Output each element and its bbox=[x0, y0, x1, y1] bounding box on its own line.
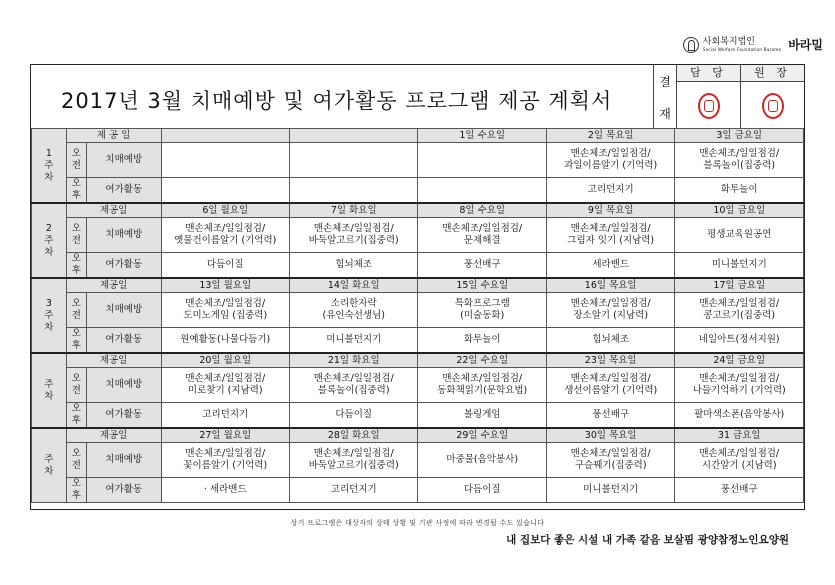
week-suffix-char: 차 bbox=[44, 321, 54, 333]
day-header: 22일 수요일 bbox=[418, 353, 546, 368]
pm-label-char: 오 bbox=[71, 328, 81, 339]
dementia-label: 치매예방 bbox=[87, 143, 161, 178]
leisure-label: 여가활동 bbox=[87, 478, 161, 503]
am-program-line: 맨손체조/일일점검/ bbox=[570, 448, 651, 459]
am-program-cell bbox=[161, 443, 289, 478]
leisure-label: 여가활동 bbox=[87, 253, 161, 279]
am-program-cell bbox=[290, 218, 418, 253]
am-program-line: 맨손체조/일일점검/ bbox=[185, 298, 266, 309]
pm-program-cell bbox=[161, 178, 289, 204]
am-program-cell bbox=[546, 218, 674, 253]
am-program-cell bbox=[675, 443, 804, 478]
day-header: 17일 금요일 bbox=[675, 278, 804, 293]
dementia-label: 치매예방 bbox=[87, 293, 161, 328]
dementia-label: 치매예방 bbox=[87, 218, 161, 253]
day-header: 8일 수요일 bbox=[418, 203, 546, 218]
week-number: 1 bbox=[45, 147, 52, 159]
lotus-logo-icon bbox=[683, 37, 699, 53]
am-program-line: 동화책읽기(문학요법) bbox=[437, 385, 528, 396]
day-header: 21일 화요일 bbox=[290, 353, 418, 368]
am-program-cell bbox=[418, 293, 546, 328]
dementia-label: 치매예방 bbox=[87, 443, 161, 478]
am-program-line: 맨손체조/일일점검/ bbox=[570, 148, 651, 159]
am-program-line: 그림자 잇기 (지남력) bbox=[567, 235, 655, 246]
am-program-line: 맨손체조/일일점검/ bbox=[699, 148, 780, 159]
approval-box bbox=[653, 65, 804, 129]
day-header: 2일 목요일 bbox=[546, 129, 674, 143]
seal-stamp-icon bbox=[698, 93, 720, 119]
week-label bbox=[32, 129, 67, 204]
day-header: 15일 수요일 bbox=[418, 278, 546, 293]
day-header: 29일 수요일 bbox=[418, 428, 546, 443]
pm-label-char: 오 bbox=[71, 403, 81, 414]
day-header: 9일 목요일 bbox=[546, 203, 674, 218]
week-suffix-char: 차 bbox=[44, 390, 54, 402]
leisure-label: 여가활동 bbox=[87, 328, 161, 354]
approval-staff-header: 담 당 bbox=[677, 65, 740, 82]
day-header bbox=[161, 129, 289, 143]
pm-label bbox=[66, 478, 86, 503]
week-label bbox=[32, 278, 67, 353]
am-program-line: 도미노게임 (집중력) bbox=[183, 310, 268, 321]
provide-day-label: 제공일 bbox=[66, 278, 161, 293]
am-program-line: (유인숙선생님) bbox=[322, 310, 385, 321]
pm-program-cell: 다듬이질 bbox=[290, 403, 418, 429]
am-program-cell bbox=[675, 218, 804, 253]
pm-program-cell: 풍선배구 bbox=[675, 478, 804, 503]
day-header: 10일 금요일 bbox=[675, 203, 804, 218]
day-header bbox=[290, 129, 418, 143]
pm-label-char: 오 bbox=[71, 178, 81, 189]
provide-day-label: 제 공 일 bbox=[66, 129, 161, 143]
am-program-line: 맨손체조/일일점검/ bbox=[570, 223, 651, 234]
am-program-cell bbox=[161, 218, 289, 253]
am-program-line: 맨손체조/일일점검/ bbox=[313, 373, 394, 384]
pm-label bbox=[66, 253, 86, 279]
pm-program-cell: 미니볼던지기 bbox=[546, 478, 674, 503]
approval-director-header: 원 장 bbox=[741, 65, 804, 82]
pm-program-cell: 세라밴드 bbox=[546, 253, 674, 279]
pm-program-cell: 팔마색소폰(음악봉사) bbox=[675, 403, 804, 429]
dementia-label: 치매예방 bbox=[87, 368, 161, 403]
am-program-cell bbox=[675, 368, 804, 403]
day-header: 3일 금요일 bbox=[675, 129, 804, 143]
pm-program-cell bbox=[418, 178, 546, 204]
pm-label-char: 후 bbox=[71, 340, 81, 351]
footer-slogan: 내 집보다 좋은 시설 내 가족 같음 보살핌 광양참정노인요양원 bbox=[506, 534, 789, 546]
am-program-line: 맨손체조/일일점검/ bbox=[570, 298, 651, 309]
day-header: 1일 수요일 bbox=[418, 129, 546, 143]
day-header: 27일 월요일 bbox=[161, 428, 289, 443]
week-label bbox=[32, 203, 67, 278]
pm-program-cell: 볼링게임 bbox=[418, 403, 546, 429]
am-program-line: 구슬꿰기(집중력) bbox=[574, 460, 647, 471]
pm-label-char: 후 bbox=[71, 415, 81, 426]
week-suffix-char: 주 bbox=[44, 309, 54, 321]
am-program-cell bbox=[675, 293, 804, 328]
am-program-cell bbox=[546, 368, 674, 403]
pm-program-cell: · 세라밴드 bbox=[161, 478, 289, 503]
pm-program-cell: 고리던지기 bbox=[290, 478, 418, 503]
am-program-line: 장소알기 (지남력) bbox=[573, 310, 649, 321]
pm-program-cell: 힘뇌체조 bbox=[546, 328, 674, 354]
am-program-line: 평생교육원공연 bbox=[707, 229, 772, 240]
am-label bbox=[66, 293, 86, 328]
day-header: 24일 금요일 bbox=[675, 353, 804, 368]
pm-label bbox=[66, 178, 86, 204]
am-program-line: 맨손체조/일일점검/ bbox=[699, 373, 780, 384]
pm-program-cell: 화투놀이 bbox=[418, 328, 546, 354]
am-label-char: 전 bbox=[71, 160, 81, 171]
am-program-cell bbox=[290, 368, 418, 403]
week-number: 2 bbox=[45, 222, 52, 234]
am-program-line: 바둑알고르기(집중력) bbox=[308, 235, 399, 246]
am-program-cell bbox=[546, 293, 674, 328]
am-program-line: 과일이름알기 (기억력) bbox=[564, 160, 658, 171]
provide-day-label: 제공일 bbox=[66, 428, 161, 443]
am-program-line: 맨손체조/일일점검/ bbox=[185, 373, 266, 384]
am-label-char: 오 bbox=[71, 373, 81, 384]
day-header: 14일 화요일 bbox=[290, 278, 418, 293]
am-program-line: (미술동화) bbox=[460, 310, 505, 321]
pm-label bbox=[66, 403, 86, 429]
am-program-line: 블록놀이(집중력) bbox=[317, 385, 390, 396]
page-title: 2017년 3월 치매예방 및 여가활동 프로그램 제공 계획서 bbox=[61, 89, 613, 113]
am-program-line: 소리한자락 bbox=[330, 298, 377, 309]
am-program-cell bbox=[418, 443, 546, 478]
pm-program-cell: 고리던지기 bbox=[161, 403, 289, 429]
provide-day-label: 제공일 bbox=[66, 203, 161, 218]
am-program-line: 콩고르기(집중력) bbox=[703, 310, 776, 321]
pm-label-char: 후 bbox=[71, 265, 81, 276]
am-label bbox=[66, 368, 86, 403]
am-label bbox=[66, 218, 86, 253]
pm-program-cell: 미니볼던지기 bbox=[290, 328, 418, 354]
am-program-cell bbox=[290, 293, 418, 328]
am-program-line: 특화프로그램 bbox=[454, 298, 510, 309]
logo-name: 사회복지법인 bbox=[702, 37, 755, 47]
am-program-line: 맨손체조/일일점검/ bbox=[442, 223, 523, 234]
pm-program-cell: 미니볼던지기 bbox=[675, 253, 804, 279]
approval-staff-signature bbox=[677, 82, 740, 129]
am-label-char: 오 bbox=[71, 223, 81, 234]
am-label-char: 오 bbox=[71, 148, 81, 159]
am-program-cell bbox=[290, 443, 418, 478]
pm-program-cell: 원예활동(나물다듬기) bbox=[161, 328, 289, 354]
am-label-char: 오 bbox=[71, 448, 81, 459]
am-program-line: 맨손체조/일일점검/ bbox=[699, 448, 780, 459]
pm-label bbox=[66, 328, 86, 354]
approval-staff bbox=[676, 65, 740, 129]
leisure-label: 여가활동 bbox=[87, 403, 161, 429]
day-header: 30일 목요일 bbox=[546, 428, 674, 443]
am-program-cell bbox=[161, 293, 289, 328]
pm-program-cell: 다듬이질 bbox=[161, 253, 289, 279]
day-header: 6일 월요일 bbox=[161, 203, 289, 218]
pm-label-char: 오 bbox=[71, 253, 81, 264]
week-suffix-char: 차 bbox=[44, 171, 54, 183]
am-label bbox=[66, 143, 86, 178]
am-program-cell bbox=[418, 143, 546, 178]
am-program-line: 맨손체조/일일점검/ bbox=[699, 298, 780, 309]
am-program-line: 옛물건이름알기 (기억력) bbox=[174, 235, 277, 246]
am-label bbox=[66, 443, 86, 478]
am-label-char: 전 bbox=[71, 310, 81, 321]
seal-stamp-icon bbox=[762, 93, 784, 119]
am-program-line: 맨손체조/일일점검/ bbox=[313, 448, 394, 459]
am-program-line: 바둑알고르기(집중력) bbox=[308, 460, 399, 471]
am-program-line: 맨손체조/일일점검/ bbox=[185, 448, 266, 459]
am-program-line: 블록놀이(집중력) bbox=[703, 160, 776, 171]
pm-program-cell: 풍선배구 bbox=[418, 253, 546, 279]
day-header: 13일 월요일 bbox=[161, 278, 289, 293]
day-header: 28일 화요일 bbox=[290, 428, 418, 443]
am-label-char: 오 bbox=[71, 298, 81, 309]
am-program-cell bbox=[161, 368, 289, 403]
approval-director bbox=[740, 65, 804, 129]
week-suffix-char: 주 bbox=[44, 159, 54, 171]
footer-note: 상기 프로그램은 대상자의 상태 상황 및 기관 사정에 따라 변경될 수도 있습니다 bbox=[290, 519, 545, 527]
pm-program-cell bbox=[290, 178, 418, 204]
am-program-line: 맨손체조/일일점검/ bbox=[442, 373, 523, 384]
week-suffix-char: 주 bbox=[44, 378, 54, 390]
day-header: 20일 월요일 bbox=[161, 353, 289, 368]
am-program-cell bbox=[675, 143, 804, 178]
day-header: 23일 목요일 bbox=[546, 353, 674, 368]
logo-brand: 바라밀 bbox=[788, 38, 823, 52]
week-label bbox=[32, 353, 67, 428]
pm-program-cell: 네일아트(정서지원) bbox=[675, 328, 804, 354]
am-program-cell bbox=[546, 143, 674, 178]
am-program-line: 맨손체조/일일점검/ bbox=[313, 223, 394, 234]
am-program-line: 시간알기 (지남력) bbox=[701, 460, 777, 471]
am-program-line: 생선이름알기 (기억력) bbox=[564, 385, 658, 396]
am-program-cell bbox=[161, 143, 289, 178]
pm-program-cell: 화투놀이 bbox=[675, 178, 804, 204]
pm-program-cell: 다듬이질 bbox=[418, 478, 546, 503]
am-program-cell bbox=[418, 368, 546, 403]
am-program-cell bbox=[418, 218, 546, 253]
pm-program-cell: 풍선배구 bbox=[546, 403, 674, 429]
am-program-cell bbox=[546, 443, 674, 478]
pm-label-char: 후 bbox=[71, 490, 81, 501]
week-suffix-char: 주 bbox=[44, 453, 54, 465]
approval-label bbox=[653, 65, 676, 129]
program-schedule-table bbox=[31, 128, 804, 503]
day-header: 16일 목요일 bbox=[546, 278, 674, 293]
approval-label-bottom: 재 bbox=[659, 106, 671, 121]
day-header: 31 금요일 bbox=[675, 428, 804, 443]
am-program-cell bbox=[290, 143, 418, 178]
approval-label-top: 결 bbox=[659, 74, 671, 89]
pm-program-cell: 힘뇌체조 bbox=[290, 253, 418, 279]
approval-director-signature bbox=[741, 82, 804, 129]
day-header: 7일 화요일 bbox=[290, 203, 418, 218]
week-suffix-char: 차 bbox=[44, 246, 54, 258]
sheet-header bbox=[31, 65, 804, 129]
am-label-char: 전 bbox=[71, 460, 81, 471]
pm-label-char: 후 bbox=[71, 190, 81, 201]
pm-label-char: 오 bbox=[71, 478, 81, 489]
am-program-line: 미로찾기 (지남력) bbox=[187, 385, 263, 396]
am-label-char: 전 bbox=[71, 385, 81, 396]
leisure-label: 여가활동 bbox=[87, 178, 161, 204]
week-label bbox=[32, 428, 67, 503]
am-program-line: 나들기억하기 (기억력) bbox=[692, 385, 786, 396]
pm-program-cell: 고리던지기 bbox=[546, 178, 674, 204]
provide-day-label: 제공일 bbox=[66, 353, 161, 368]
week-number: 3 bbox=[45, 297, 52, 309]
am-program-line: 꽃이름알기 (기억력) bbox=[183, 460, 268, 471]
logo-subtitle: Social Welfare Foundation Barame bbox=[702, 47, 782, 52]
plan-sheet bbox=[30, 64, 805, 510]
week-suffix-char: 주 bbox=[44, 234, 54, 246]
foundation-logo bbox=[683, 36, 823, 53]
am-program-line: 맨손체조/일일점검/ bbox=[570, 373, 651, 384]
week-suffix-char: 차 bbox=[44, 465, 54, 477]
am-program-line: 문제해결 bbox=[463, 235, 501, 246]
am-label-char: 전 bbox=[71, 235, 81, 246]
am-program-line: 마중물(음악봉사) bbox=[446, 454, 519, 465]
am-program-line: 맨손체조/일일점검/ bbox=[185, 223, 266, 234]
